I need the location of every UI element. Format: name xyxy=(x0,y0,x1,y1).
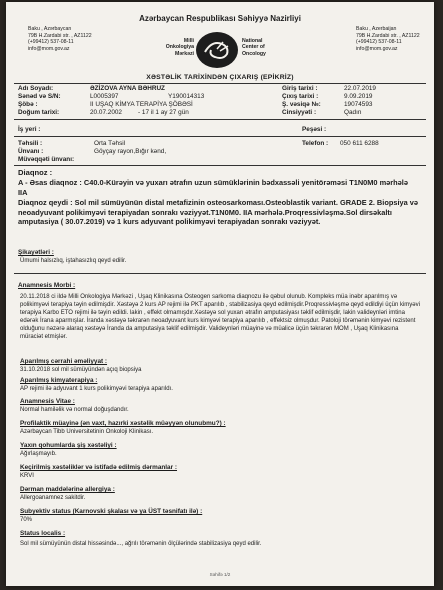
main-diagnosis: A - Əsas diaqnoz : C40.0-Kürəyin və yuxarı ətrafın uzun sümüklərinin bədxassəli yenitörəməsi T1N0M0 mərhələ IIA xyxy=(18,178,408,197)
contact-label: Müvəqqəti ünvanı: xyxy=(18,156,75,163)
logo-text-en: National Center of Oncology xyxy=(242,38,266,57)
complaints: Ümumi halsızlıq, iştahasızlıq qeyd edilir. xyxy=(20,258,127,264)
local-title: Status localis : xyxy=(20,530,66,537)
logo-text-az: Milli Onkologiya Mərkəzi xyxy=(165,38,194,57)
complaints-title: Şikayətləri : xyxy=(18,249,54,256)
logo-emblem-icon xyxy=(196,32,238,68)
oncology-logo xyxy=(150,32,300,70)
divider xyxy=(14,165,426,166)
address: Göyçay rayon,Bığır kənd, xyxy=(94,148,167,155)
position-label: Peşəsi : xyxy=(302,126,327,133)
department: II UŞAQ KİMYA TERAPİYA ŞÖBƏSİ xyxy=(90,101,193,108)
history-no: 19074593 xyxy=(344,101,373,108)
anamnesis-text: 20.11.2018 ci ildə Milli Onkologiya Mərkəzi , Uşaq Klinikasına Osteogen sarkoma diaqnozu ilə qəbul olunub. Kompleks müa inəbr aparılmış və polikimyəvi terapiya təyin edilmişdir. Xəstəyə 2 kurs AP rejimi ilə PKT aparılıb , stabilizasiya qeyd edilmişdir.Proqressivləşmə qeyd edildiyi üçün kimyəvi terapiya Karbo ETO rejimi ilə təyin edildi. lakin , effekt olmamışdır.Xəstəyə sol yuxarı ətrafın amputasiyası təklif edilmişdir, lakin valideynləri imtina edərək İrana aparmışlar. İranda xəstəyə təkrarən neoadyuvant kurs kimyəvi terapiya aparılıb , effektsiz olmuşdur. Patoloji törəmənin kimyəvi rezistent olduğunu nəzərə alaraq xəstəyə İranda da amputasiya təklif edilmişdir. Valideynləri müayinə və müalicə üçün təkrarən MOM , Uşaq Klinikasına müraciət etmişlər. xyxy=(20,294,420,340)
family-title: Yaxın qohumlarda şiş xəstəliyi : xyxy=(20,442,117,449)
admit-label: Giriş tarixi : xyxy=(282,85,318,92)
karnofsky-title: Subyektiv status (Karnovski şkalası və ya ÜST təsnifatı ilə) : xyxy=(20,508,203,515)
doc-no-label: Sənəd və S/N: xyxy=(18,93,61,100)
allergy-title: Dərman maddələrinə allergiya : xyxy=(20,486,115,493)
sex: Qadın xyxy=(344,109,362,116)
divider xyxy=(14,273,426,274)
work-label: İş yeri : xyxy=(18,126,41,133)
discharge-document xyxy=(6,2,434,586)
surgery-title: Aparılmış cərrahi əməliyyat : xyxy=(20,358,108,365)
anamnesis-title: Anamnesis Morbi : xyxy=(18,282,76,289)
surgery: 31.10.2018 sol mil sümüyündən açıq biopsiya xyxy=(20,367,142,373)
serial-no: Y190014313 xyxy=(168,93,205,100)
page-footer: Səhifə 1/2 xyxy=(209,572,231,577)
birth-date: 20.07.2002 xyxy=(90,109,122,116)
age: - 17 il 1 ay 27 gün xyxy=(138,109,189,116)
vitae: Normal hamiləlik və normal doğuşdandır. xyxy=(20,407,129,413)
history-label: Ş. vəsiqə №: xyxy=(282,101,321,108)
chemo-title: Aparılmış kimyaterapiya : xyxy=(20,377,98,384)
diagnosis-detail: Diaqnoz qeydi : Sol mil sümüyünün distal metafizinin osteosarkoması.Osteoblastik variant. GRADE 2. Biopsiya və neoadyuvant polikimyəvi terapiyadan sonrakı vəziyyət.T1N0M0. IIA mərhələ.Proqressivləşmə.Sol dirsəkaltı amputasiya ( 30.07.2019) və 1 kurs adyuvant polikimyəvi terapiyadan sonrakı vəziyyət. xyxy=(18,198,419,226)
discharge-date: 9.09.2019 xyxy=(344,93,373,100)
phone-label: Telefon : xyxy=(302,140,329,147)
karnofsky: 70% xyxy=(20,517,33,523)
patient-name: ƏZİZOVA AYNA BƏHRUZ xyxy=(90,85,165,92)
document-title: XƏSTƏLİK TARİXİNDƏN ÇIXARIŞ (EPİKRİZ) xyxy=(146,74,294,81)
birth-label: Doğum tarixi: xyxy=(18,109,60,116)
vitae-title: Anamnesis Vitae : xyxy=(20,398,75,405)
dept-label: Şöbə : xyxy=(18,101,38,108)
address-label: Ünvanı : xyxy=(18,148,44,155)
chemo: AP rejimi ilə adyuvant 1 kurs polikimyəvi terapiya aparıldı. xyxy=(20,386,173,392)
education: Orta Təhsil xyxy=(94,140,126,147)
divider xyxy=(14,83,426,84)
address-left: Baku , Azərbaycan 79B H.Zardabi str. , AZ1122 (+99412) 537-08-11 info@mom.gov.az xyxy=(28,26,92,52)
allergy: Allergoanamnez sakitdir. xyxy=(20,495,86,501)
family: Ağırlaşmayıb. xyxy=(20,451,57,457)
admit-date: 22.07.2019 xyxy=(344,85,376,92)
preventive-title: Profilaktik müayinə (ən vaxt, hazırki xəstəlik müəyyən olunubmu?) : xyxy=(20,420,226,427)
diagnosis-heading: Diaqnoz : xyxy=(18,168,53,177)
doc-no: L0005397 xyxy=(90,93,119,100)
past-diseases: KRVI xyxy=(20,473,34,479)
phone: 050 611 6288 xyxy=(340,140,379,147)
ministry-title: Azərbaycan Respublikası Səhiyyə Nazirliyi xyxy=(139,14,301,23)
education-label: Təhsili : xyxy=(18,140,43,147)
address-right: Baku , Azerbaijan 79B H.Zardabi str. , AZ1122 (+99412) 537-08-11 info@mom.gov.az xyxy=(356,26,420,52)
sex-label: Cinsiyyəti : xyxy=(282,109,317,116)
name-label: Adı Soyadı: xyxy=(18,85,54,92)
status-localis: Sol mil sümüyünün distal hissəsində..., ağrılı törəmənin ölçülərində stabilizasiya qeyd edilir. xyxy=(20,541,262,547)
preventive: Azərbaycan Tibb Universitetinin Onkoloji Klinikası. xyxy=(20,429,154,435)
divider xyxy=(14,119,426,120)
past-title: Keçirilmiş xəstəliklər və istifadə edilmiş dərmanlar : xyxy=(20,464,178,471)
divider xyxy=(14,136,426,137)
discharge-label: Çıxış tarixi : xyxy=(282,93,319,100)
